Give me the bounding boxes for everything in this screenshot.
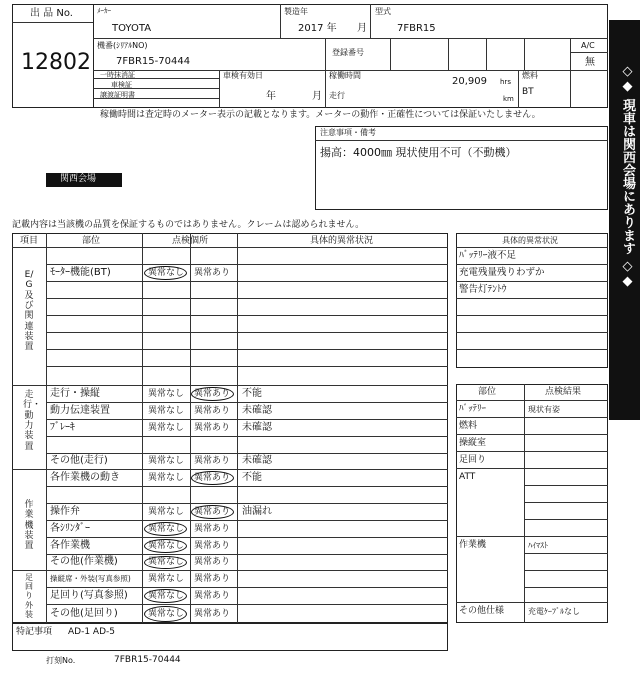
status-normal: 異常なし	[148, 507, 185, 517]
status-normal: 異常なし	[148, 524, 185, 534]
circle-abnormal-mark	[191, 387, 234, 401]
issue-row-line	[456, 298, 608, 299]
issue-row-line	[456, 281, 608, 282]
status-normal: 異常なし	[148, 423, 185, 433]
year-value: 2017 年	[298, 23, 337, 34]
right-result-part: その他仕様	[459, 606, 505, 616]
row-detail: 油漏れ	[242, 506, 272, 517]
section-work: 作業機装置	[24, 500, 34, 552]
disclaimer: 記載内容は当該機の品質を保証するものではありません。クレームは認められません。	[12, 220, 365, 230]
right-result-part: ATT	[459, 472, 476, 482]
status-abnormal: 異常あり	[194, 423, 231, 433]
right-result-value: 現状有姿	[528, 405, 560, 414]
status-normal: 異常なし	[148, 574, 185, 584]
status-abnormal: 異常あり	[194, 574, 231, 584]
remarks-box	[315, 126, 608, 210]
inspection-year: 年	[266, 91, 276, 102]
col-check: 点検個所	[172, 236, 209, 246]
status-normal: 異常なし	[148, 406, 185, 416]
status-normal: 異常なし	[148, 456, 185, 466]
fuel-label: 燃料	[522, 71, 538, 80]
right-result-part: 燃料	[459, 421, 478, 431]
hours-label: 稼働時間	[329, 71, 361, 80]
row-part-label: 走行・操縦	[50, 388, 100, 399]
row-line	[46, 402, 448, 403]
status-abnormal: 異常あり	[194, 507, 231, 517]
fuel-value: BT	[522, 87, 534, 97]
col-part: 部位	[82, 236, 101, 246]
hours-value: 20,909	[452, 76, 487, 87]
month-label: 月	[357, 23, 367, 34]
status-abnormal: 異常あり	[194, 591, 231, 601]
row-part-label: その他(作業機)	[50, 556, 118, 567]
row-line	[46, 587, 448, 588]
status-normal: 異常なし	[148, 557, 185, 567]
lot-number: 12802	[21, 50, 91, 75]
row-line	[46, 436, 448, 437]
issue-row-line	[456, 332, 608, 333]
result-row-line	[456, 536, 608, 537]
stamp-label: 打刻No.	[46, 656, 76, 665]
circle-abnormal-mark	[191, 505, 234, 519]
circle-normal-mark	[144, 556, 187, 569]
issue-row-line	[456, 264, 608, 265]
col-item: 項目	[20, 236, 39, 246]
registration-label: 登録番号	[332, 48, 364, 57]
status-normal: 異常なし	[148, 268, 185, 278]
status-abnormal: 異常あり	[194, 389, 231, 399]
row-line	[46, 486, 448, 487]
row-detail: 不能	[242, 388, 262, 399]
hours-unit: hrs	[500, 78, 511, 86]
section-drive: 走行・動力装置	[23, 390, 42, 452]
serial-value: 7FBR15-70444	[116, 56, 191, 67]
status-abnormal: 異常あり	[194, 609, 231, 619]
col-detail: 具体的異常状況	[310, 236, 374, 246]
status-normal: 異常なし	[148, 473, 185, 483]
result-row-line	[524, 587, 608, 588]
result-row-line	[456, 468, 608, 469]
status-normal: 異常なし	[148, 591, 185, 601]
row-line	[46, 366, 448, 367]
result-row-line	[456, 602, 608, 603]
cert-transfer: 譲渡証明書	[100, 91, 135, 99]
row-line	[46, 503, 448, 504]
row-detail: 不能	[242, 472, 262, 483]
status-abnormal: 異常あり	[194, 268, 231, 278]
issue-row-line	[456, 315, 608, 316]
status-abnormal: 異常あり	[194, 406, 231, 416]
circle-normal-mark	[144, 266, 187, 280]
status-normal: 異常なし	[148, 609, 185, 619]
circle-normal-mark	[144, 539, 187, 553]
row-line	[46, 281, 448, 282]
right-result-part: 作業機	[459, 540, 487, 550]
circle-abnormal-mark	[191, 471, 234, 485]
right-result-header: 点検結果	[545, 387, 582, 397]
inspection-month: 月	[312, 91, 322, 102]
result-row-line	[456, 417, 608, 418]
row-part-label: その他(走行)	[50, 455, 108, 466]
result-row-line	[524, 502, 608, 503]
result-row-line	[524, 553, 608, 554]
row-line	[46, 349, 448, 350]
serial-label: 機番(ｼﾘｱﾙNO)	[97, 41, 148, 50]
right-issue-item: 充電残量残りわずか	[459, 267, 545, 278]
remarks-label: 注意事項・備考	[320, 128, 376, 137]
right-result-value: ﾊｲﾏｽﾄ	[528, 541, 548, 550]
right-result-part: ﾊﾞｯﾃﾘｰ	[459, 404, 487, 414]
row-part-label: 各作業機の動き	[50, 472, 120, 483]
maker-label: ﾒｰｶｰ	[97, 7, 111, 15]
result-row-line	[456, 451, 608, 452]
right-result-part: 足回り	[459, 455, 487, 465]
row-part-label: 各作業機	[50, 540, 90, 551]
remarks-text: 揚高：4000㎜ 現状使用不可（不動機）	[320, 146, 517, 159]
status-abnormal: 異常あり	[194, 456, 231, 466]
row-part-label: ﾓｰﾀｰ機能(BT)	[50, 267, 111, 278]
right-result-value: 充電ｹｰﾌﾞﾙなし	[528, 607, 580, 616]
row-part-label: 各ｼﾘﾝﾀﾞｰ	[50, 523, 90, 534]
year-label: 製造年	[284, 7, 308, 16]
right-result-part: 操縦室	[459, 438, 487, 448]
row-line	[46, 315, 448, 316]
row-detail: 未確認	[242, 422, 272, 433]
row-detail: 未確認	[242, 405, 272, 416]
row-line	[46, 419, 448, 420]
section-feet: 足回り外装	[25, 573, 33, 619]
circle-normal-mark	[144, 589, 187, 603]
inspection-date-label: 車検有効日	[223, 71, 263, 80]
row-part-label: 動力伝達装置	[50, 405, 110, 416]
run-unit: km	[503, 95, 514, 103]
special-notes-label: 特記事項	[16, 627, 53, 637]
row-line	[46, 298, 448, 299]
right-part-header: 部位	[478, 387, 497, 397]
right-issue-item: ﾊﾞｯﾃﾘｰ液不足	[459, 250, 517, 261]
issue-row-line	[456, 349, 608, 350]
status-abnormal: 異常あり	[194, 473, 231, 483]
row-part-label: 操縦席・外装(写真参照)	[50, 574, 131, 583]
right-issue-item: 警告灯ﾃﾝﾄｳ	[459, 284, 507, 295]
status-normal: 異常なし	[148, 389, 185, 399]
cert-temp-deregistration: 一時抹消証	[100, 71, 135, 79]
status-abnormal: 異常あり	[194, 524, 231, 534]
result-row-line	[524, 570, 608, 571]
status-abnormal: 異常あり	[194, 557, 231, 567]
row-line	[46, 604, 448, 605]
model-label: 型式	[375, 7, 391, 16]
venue-badge-text: 関西会場	[60, 174, 97, 184]
section-eg: E/G及び関連装置	[24, 270, 34, 353]
circle-normal-mark	[144, 522, 187, 536]
right-issue-header: 具体的異常状況	[502, 236, 558, 245]
row-line	[46, 554, 448, 555]
row-part-label: ﾌﾞﾚｰｷ	[50, 422, 75, 433]
row-detail: 未確認	[242, 455, 272, 466]
hours-note: 稼働時間は査定時のメーター表示の記載となります。メーターの動作・正確性については保証いたしません。	[100, 110, 541, 120]
status-abnormal: 異常あり	[194, 541, 231, 551]
stamp-value: 7FBR15-70444	[114, 655, 181, 665]
model-value: 7FBR15	[397, 23, 436, 34]
row-line	[46, 453, 448, 454]
row-part-label: 足回り(写真参照)	[50, 590, 128, 601]
ac-value: 無	[585, 57, 595, 68]
row-part-label: その他(足回り)	[50, 608, 118, 619]
lot-number-label: 出 品 No.	[30, 8, 73, 19]
ac-label: A/C	[581, 41, 595, 50]
side-banner-text: ◇◆ 現車は関西会場にあります ◇◆	[620, 64, 635, 290]
row-line	[46, 537, 448, 538]
cert-inspection: 車検証	[111, 81, 132, 89]
special-notes-value: AD-1 AD-5	[68, 627, 115, 637]
row-line	[46, 332, 448, 333]
result-row-line	[524, 485, 608, 486]
status-normal: 異常なし	[148, 541, 185, 551]
row-line	[46, 520, 448, 521]
result-row-line	[456, 434, 608, 435]
run-label: 走行	[329, 91, 345, 100]
circle-normal-mark	[144, 606, 187, 622]
row-part-label: 操作弁	[50, 506, 80, 517]
result-row-line	[524, 519, 608, 520]
row-line	[46, 264, 448, 265]
maker-value: TOYOTA	[112, 23, 152, 34]
